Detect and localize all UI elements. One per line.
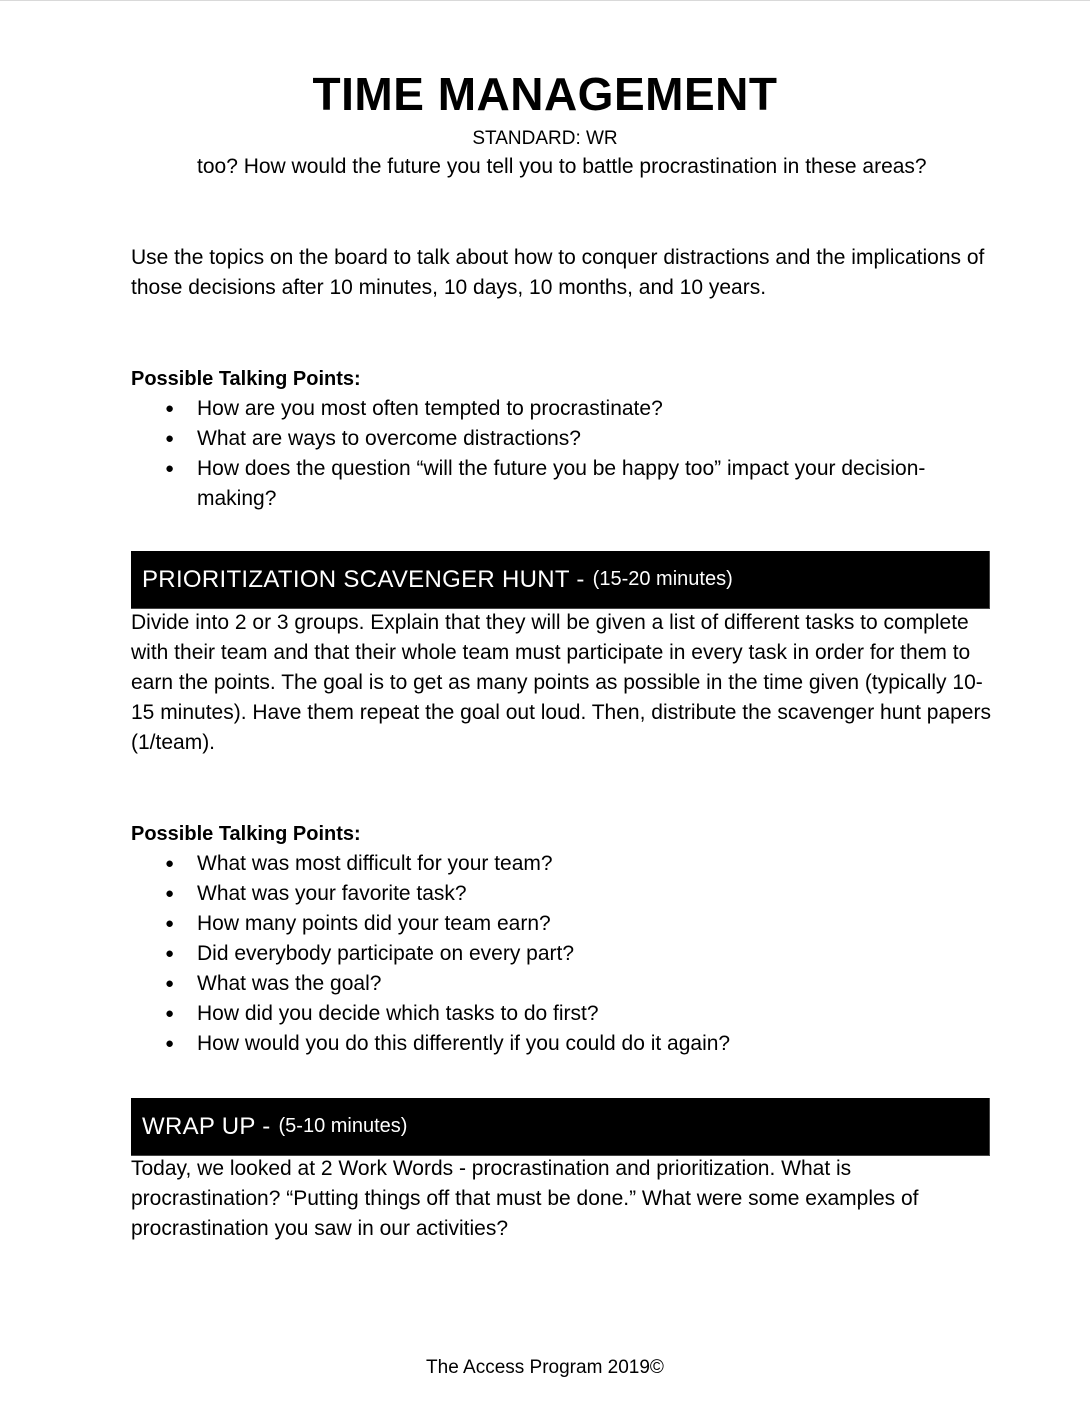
section-duration: (5-10 minutes): [278, 1115, 408, 1137]
list-item: ● What was your favorite task?: [131, 879, 991, 909]
talking-points-section-1: [131, 364, 991, 514]
list-item: ● What are ways to overcome distractions?: [131, 424, 991, 454]
section-title: WRAP UP -: [142, 1112, 271, 1140]
talking-points-list: [131, 849, 991, 1059]
section-title: PRIORITIZATION SCAVENGER HUNT -: [142, 565, 585, 593]
list-item: ● How would you do this differently if you could do it again?: [131, 1029, 991, 1059]
list-item: ● What was the goal?: [131, 969, 991, 999]
page-title: TIME MANAGEMENT: [312, 68, 778, 120]
section-duration: (15-20 minutes): [592, 568, 733, 590]
wrap-up-body-text: Today, we looked at 2 Work Words - procrastination and prioritization. What is procrastination? “Putting things off that must be done.” What were some examples of procrastination you saw in our activities?: [131, 1157, 919, 1240]
prioritization-paragraph: [131, 608, 991, 758]
intro-continuation: [197, 152, 977, 182]
list-item: ● Did everybody participate on every part?: [131, 939, 991, 969]
list-item: ● How does the question “will the future you be happy too” impact your decision-making?: [131, 454, 991, 514]
page-top-border: [0, 0, 1090, 1]
list-item: ● How did you decide which tasks to do first?: [131, 999, 991, 1029]
talking-points-heading: Possible Talking Points:: [131, 368, 361, 390]
standard-label: STANDARD: WR: [472, 128, 618, 149]
topics-paragraph: [131, 243, 991, 303]
list-item: ● How are you most often tempted to procrastinate?: [131, 394, 991, 424]
section-header-wrap-up: [131, 1098, 990, 1156]
prioritization-body-text: Divide into 2 or 3 groups. Explain that they will be given a list of different tasks to complete with their team and that their whole team must participate in every task in order for them to earn the points. The goal is to get as many points as possible in the time given (typically 10-15 minutes). Have them repeat the goal out loud. Then, distribute the scavenger hunt papers (1/team).: [131, 611, 991, 754]
list-item: ● How many points did your team earn?: [131, 909, 991, 939]
intro-continuation-text: too? How would the future you tell you to battle procrastination in these areas?: [197, 155, 927, 178]
list-item: ● What was most difficult for your team?: [131, 849, 991, 879]
talking-points-list: [131, 394, 991, 514]
wrap-up-paragraph: [131, 1154, 991, 1244]
topics-paragraph-text: Use the topics on the board to talk about how to conquer distractions and the implications of those decisions after 10 minutes, 10 days, 10 months, and 10 years.: [131, 246, 985, 299]
page-footer: The Access Program 2019©: [426, 1357, 664, 1378]
section-header-prioritization: [131, 551, 990, 609]
talking-points-section-2: [131, 819, 991, 1059]
talking-points-heading: Possible Talking Points:: [131, 823, 361, 845]
